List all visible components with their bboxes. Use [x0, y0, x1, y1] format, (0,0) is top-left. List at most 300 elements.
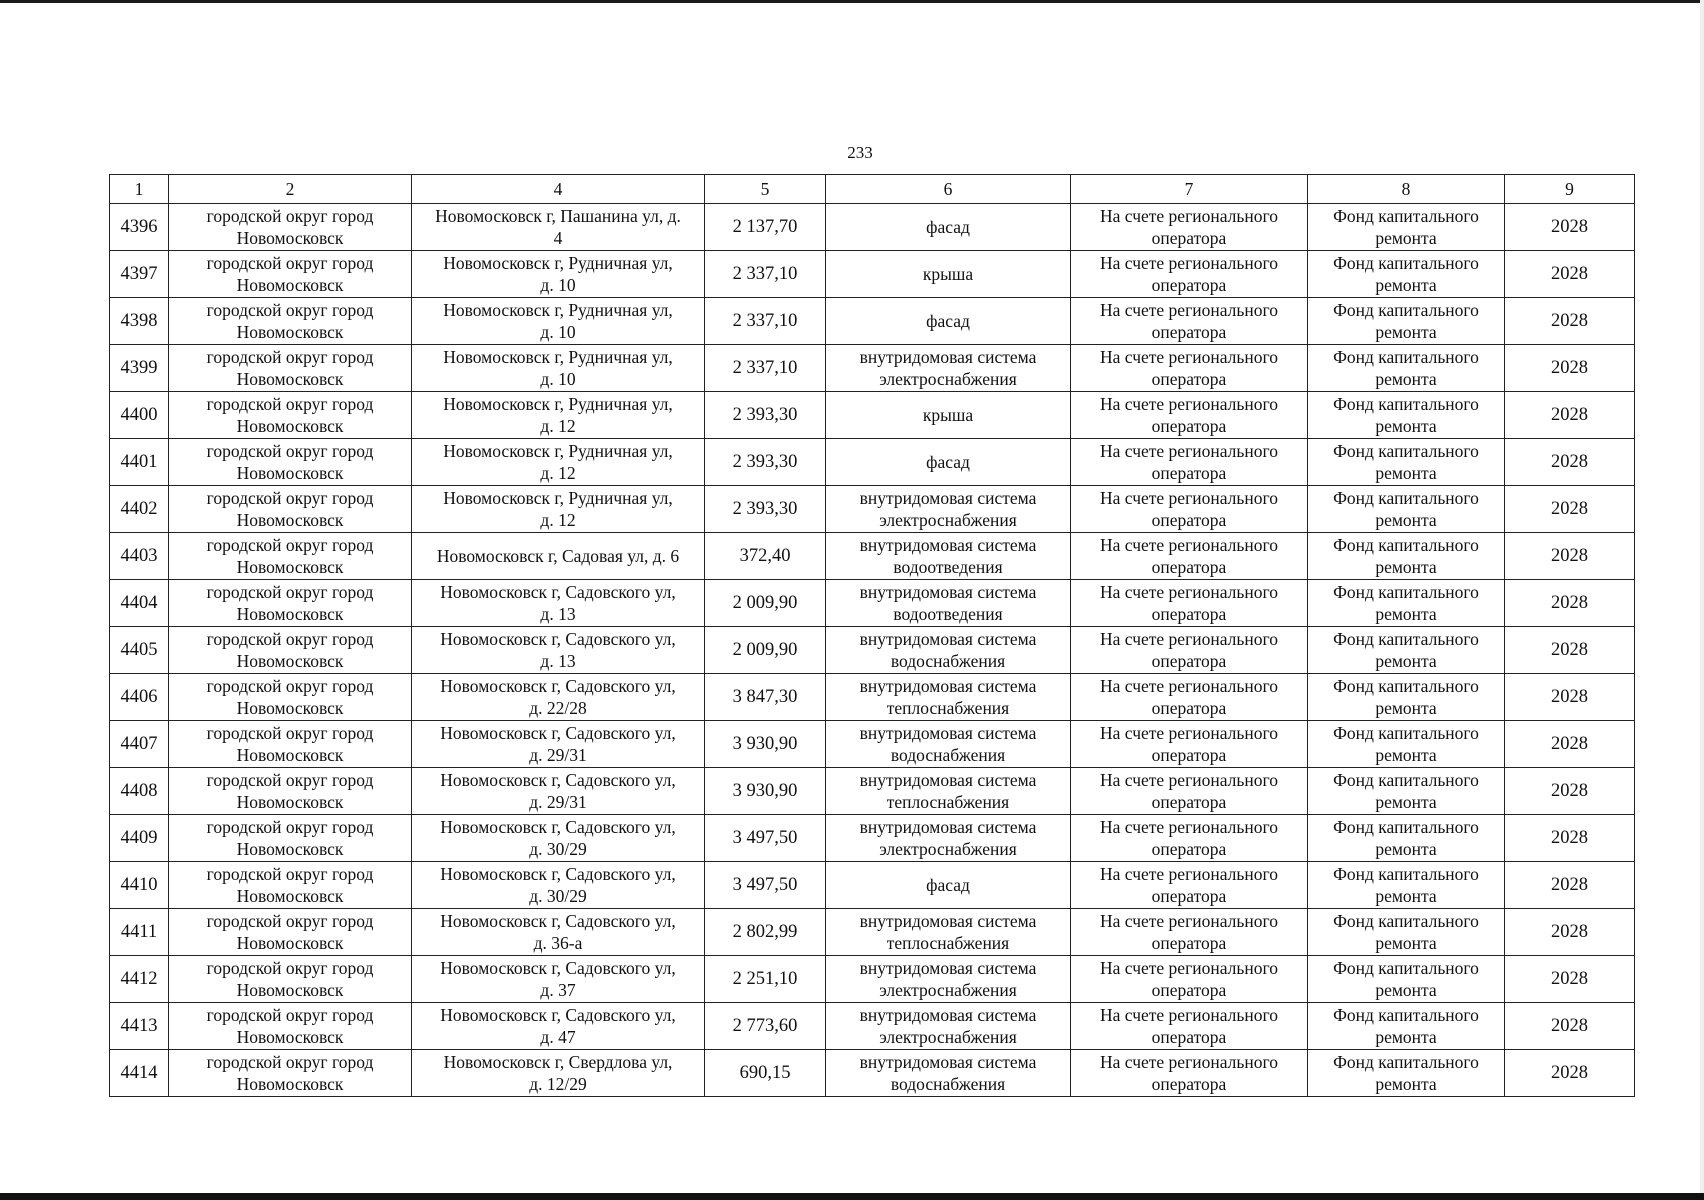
account-cell-text: На счете регионального оператора	[1100, 1005, 1278, 1047]
account-cell-text: На счете регионального оператора	[1100, 347, 1278, 389]
table-row	[110, 768, 1635, 815]
row-number-cell-text: 4397	[120, 264, 158, 284]
work-type-cell	[826, 251, 1071, 298]
municipality-cell-text: городской округ город Новомосковск	[206, 253, 374, 295]
row-number-cell-text: 4410	[120, 875, 158, 895]
funding-source-cell	[1308, 956, 1505, 1003]
funding-source-cell	[1308, 533, 1505, 580]
account-cell	[1071, 956, 1308, 1003]
account-cell	[1071, 204, 1308, 251]
area-cell-text: 2 393,30	[732, 499, 798, 519]
year-cell-text: 2028	[1551, 734, 1588, 754]
account-cell-text: На счете регионального оператора	[1100, 676, 1278, 718]
funding-source-cell	[1308, 298, 1505, 345]
work-type-cell	[826, 768, 1071, 815]
address-cell	[412, 674, 705, 721]
municipality-cell	[169, 439, 412, 486]
address-cell	[412, 345, 705, 392]
funding-source-cell-text: Фонд капитального ремонта	[1333, 582, 1479, 624]
table-row	[110, 533, 1635, 580]
account-cell	[1071, 815, 1308, 862]
row-number-cell	[110, 721, 169, 768]
area-cell	[705, 721, 826, 768]
work-type-cell	[826, 204, 1071, 251]
row-number-cell-text: 4405	[120, 640, 158, 660]
work-type-cell	[826, 721, 1071, 768]
funding-source-cell	[1308, 392, 1505, 439]
funding-source-cell-text: Фонд капитального ремонта	[1333, 1052, 1479, 1094]
table-row	[110, 1050, 1635, 1097]
year-cell	[1505, 345, 1635, 392]
area-cell-text: 690,15	[739, 1063, 791, 1083]
account-cell	[1071, 533, 1308, 580]
account-cell	[1071, 486, 1308, 533]
table-row	[110, 392, 1635, 439]
funding-source-cell-text: Фонд капитального ремонта	[1333, 911, 1479, 953]
area-cell	[705, 392, 826, 439]
funding-source-cell-text: Фонд капитального ремонта	[1333, 347, 1479, 389]
area-cell-text: 2 251,10	[732, 969, 798, 989]
row-number-cell-text: 4412	[120, 969, 158, 989]
funding-source-cell-text: Фонд капитального ремонта	[1333, 723, 1479, 765]
municipality-cell	[169, 815, 412, 862]
work-type-cell	[826, 815, 1071, 862]
municipality-cell	[169, 1003, 412, 1050]
work-type-cell	[826, 674, 1071, 721]
address-cell-text: Новомосковск г, Рудничная ул, д. 10	[443, 347, 673, 389]
year-cell-text: 2028	[1551, 405, 1588, 425]
area-cell	[705, 674, 826, 721]
table-row	[110, 580, 1635, 627]
address-cell	[412, 627, 705, 674]
account-cell	[1071, 439, 1308, 486]
address-cell	[412, 251, 705, 298]
work-type-cell-text: внутридомовая система водоснабжения	[859, 629, 1037, 671]
area-cell	[705, 627, 826, 674]
area-cell	[705, 768, 826, 815]
municipality-cell	[169, 204, 412, 251]
row-number-cell	[110, 909, 169, 956]
area-cell-text: 2 337,10	[732, 358, 798, 378]
account-cell	[1071, 251, 1308, 298]
table-header	[110, 175, 1635, 204]
area-cell	[705, 956, 826, 1003]
funding-source-cell	[1308, 909, 1505, 956]
row-number-cell	[110, 392, 169, 439]
account-cell	[1071, 580, 1308, 627]
row-number-cell-text: 4404	[120, 593, 158, 613]
header-row	[110, 175, 1635, 204]
municipality-cell-text: городской округ город Новомосковск	[206, 1005, 374, 1047]
year-cell	[1505, 721, 1635, 768]
row-number-cell-text: 4399	[120, 358, 158, 378]
municipality-cell	[169, 486, 412, 533]
year-cell	[1505, 580, 1635, 627]
municipality-cell-text: городской округ город Новомосковск	[206, 206, 374, 248]
table-row	[110, 862, 1635, 909]
account-cell	[1071, 909, 1308, 956]
area-cell-text: 3 847,30	[732, 687, 798, 707]
account-cell	[1071, 1050, 1308, 1097]
funding-source-cell	[1308, 1050, 1505, 1097]
header-col-4: 4	[412, 175, 705, 204]
municipality-cell-text: городской округ город Новомосковск	[206, 441, 374, 483]
municipality-cell-text: городской округ город Новомосковск	[206, 958, 374, 1000]
scan-bottom-edge	[0, 1193, 1704, 1200]
area-cell-text: 2 009,90	[732, 593, 798, 613]
work-type-cell-text: внутридомовая система электроснабжения	[859, 347, 1037, 389]
municipality-cell-text: городской округ город Новомосковск	[206, 488, 374, 530]
municipality-cell-text: городской округ город Новомосковск	[206, 864, 374, 906]
area-cell-text: 3 930,90	[732, 734, 798, 754]
row-number-cell	[110, 956, 169, 1003]
work-type-cell-text: внутридомовая система электроснабжения	[859, 1005, 1037, 1047]
work-type-cell-text: внутридомовая система теплоснабжения	[859, 676, 1037, 718]
year-cell-text: 2028	[1551, 640, 1588, 660]
address-cell	[412, 815, 705, 862]
work-type-cell	[826, 1050, 1071, 1097]
address-cell	[412, 1050, 705, 1097]
address-cell-text: Новомосковск г, Садовского ул, д. 36-а	[440, 911, 676, 953]
address-cell	[412, 956, 705, 1003]
year-cell-text: 2028	[1551, 875, 1588, 895]
table-body	[110, 204, 1635, 1097]
table-row	[110, 251, 1635, 298]
table-row	[110, 956, 1635, 1003]
address-cell	[412, 862, 705, 909]
account-cell-text: На счете регионального оператора	[1100, 817, 1278, 859]
year-cell-text: 2028	[1551, 828, 1588, 848]
address-cell-text: Новомосковск г, Садовского ул, д. 22/28	[440, 676, 676, 718]
municipality-cell-text: городской округ город Новомосковск	[206, 911, 374, 953]
funding-source-cell	[1308, 1003, 1505, 1050]
year-cell-text: 2028	[1551, 1016, 1588, 1036]
work-type-cell-text: внутридомовая система электроснабжения	[859, 958, 1037, 1000]
work-type-cell-text: внутридомовая система электроснабжения	[859, 817, 1037, 859]
year-cell	[1505, 204, 1635, 251]
table-row	[110, 674, 1635, 721]
row-number-cell	[110, 674, 169, 721]
municipality-cell	[169, 251, 412, 298]
address-cell	[412, 298, 705, 345]
account-cell-text: На счете регионального оператора	[1100, 629, 1278, 671]
address-cell-text: Новомосковск г, Свердлова ул, д. 12/29	[443, 1052, 673, 1094]
row-number-cell	[110, 533, 169, 580]
year-cell-text: 2028	[1551, 217, 1588, 237]
table-row	[110, 298, 1635, 345]
account-cell-text: На счете регионального оператора	[1100, 723, 1278, 765]
address-cell-text: Новомосковск г, Пашанина ул, д. 4	[435, 206, 681, 248]
funding-source-cell-text: Фонд капитального ремонта	[1333, 676, 1479, 718]
funding-source-cell-text: Фонд капитального ремонта	[1333, 817, 1479, 859]
area-cell	[705, 486, 826, 533]
header-col-7: 7	[1071, 175, 1308, 204]
row-number-cell-text: 4407	[120, 734, 158, 754]
account-cell-text: На счете регионального оператора	[1100, 441, 1278, 483]
funding-source-cell	[1308, 674, 1505, 721]
year-cell	[1505, 1050, 1635, 1097]
row-number-cell	[110, 580, 169, 627]
header-col-8: 8	[1308, 175, 1505, 204]
registry-table	[109, 174, 1635, 1097]
work-type-cell-text: внутридомовая система водоснабжения	[859, 1052, 1037, 1094]
row-number-cell	[110, 862, 169, 909]
account-cell	[1071, 345, 1308, 392]
row-number-cell-text: 4398	[120, 311, 158, 331]
area-cell-text: 372,40	[739, 546, 791, 566]
year-cell	[1505, 674, 1635, 721]
area-cell-text: 3 497,50	[732, 875, 798, 895]
year-cell	[1505, 956, 1635, 1003]
row-number-cell-text: 4409	[120, 828, 158, 848]
work-type-cell	[826, 345, 1071, 392]
address-cell-text: Новомосковск г, Садовского ул, д. 47	[440, 1005, 676, 1047]
area-cell-text: 2 393,30	[732, 405, 798, 425]
area-cell-text: 2 802,99	[732, 922, 798, 942]
address-cell	[412, 1003, 705, 1050]
account-cell-text: На счете регионального оператора	[1100, 1052, 1278, 1094]
municipality-cell	[169, 580, 412, 627]
funding-source-cell-text: Фонд капитального ремонта	[1333, 253, 1479, 295]
funding-source-cell	[1308, 721, 1505, 768]
area-cell-text: 3 930,90	[732, 781, 798, 801]
account-cell-text: На счете регионального оператора	[1100, 958, 1278, 1000]
address-cell	[412, 439, 705, 486]
funding-source-cell	[1308, 486, 1505, 533]
work-type-cell	[826, 1003, 1071, 1050]
row-number-cell-text: 4402	[120, 499, 158, 519]
funding-source-cell	[1308, 627, 1505, 674]
address-cell-text: Новомосковск г, Садовского ул, д. 30/29	[440, 817, 676, 859]
row-number-cell-text: 4414	[120, 1063, 158, 1083]
header-col-2: 2	[169, 175, 412, 204]
work-type-cell	[826, 533, 1071, 580]
work-type-cell	[826, 956, 1071, 1003]
area-cell-text: 2 773,60	[732, 1016, 798, 1036]
address-cell	[412, 580, 705, 627]
account-cell	[1071, 674, 1308, 721]
funding-source-cell-text: Фонд капитального ремонта	[1333, 441, 1479, 483]
funding-source-cell-text: Фонд капитального ремонта	[1333, 206, 1479, 248]
account-cell-text: На счете регионального оператора	[1100, 864, 1278, 906]
municipality-cell-text: городской округ город Новомосковск	[206, 582, 374, 624]
area-cell	[705, 862, 826, 909]
work-type-cell-text: крыша	[922, 264, 974, 284]
table-row	[110, 345, 1635, 392]
funding-source-cell-text: Фонд капитального ремонта	[1333, 535, 1479, 577]
row-number-cell	[110, 1050, 169, 1097]
row-number-cell-text: 4403	[120, 546, 158, 566]
year-cell-text: 2028	[1551, 264, 1588, 284]
funding-source-cell	[1308, 345, 1505, 392]
header-col-6: 6	[826, 175, 1071, 204]
area-cell	[705, 1003, 826, 1050]
row-number-cell-text: 4413	[120, 1016, 158, 1036]
municipality-cell	[169, 721, 412, 768]
address-cell-text: Новомосковск г, Рудничная ул, д. 10	[443, 300, 673, 342]
work-type-cell-text: внутридомовая система водоснабжения	[859, 723, 1037, 765]
funding-source-cell-text: Фонд капитального ремонта	[1333, 1005, 1479, 1047]
municipality-cell-text: городской округ город Новомосковск	[206, 723, 374, 765]
address-cell	[412, 204, 705, 251]
work-type-cell-text: крыша	[922, 405, 974, 425]
year-cell-text: 2028	[1551, 781, 1588, 801]
year-cell	[1505, 533, 1635, 580]
area-cell-text: 3 497,50	[732, 828, 798, 848]
row-number-cell	[110, 768, 169, 815]
account-cell-text: На счете регионального оператора	[1100, 582, 1278, 624]
funding-source-cell	[1308, 251, 1505, 298]
area-cell	[705, 204, 826, 251]
account-cell	[1071, 298, 1308, 345]
address-cell	[412, 721, 705, 768]
address-cell	[412, 533, 705, 580]
row-number-cell	[110, 345, 169, 392]
address-cell-text: Новомосковск г, Рудничная ул, д. 10	[443, 253, 673, 295]
year-cell-text: 2028	[1551, 1063, 1588, 1083]
year-cell-text: 2028	[1551, 311, 1588, 331]
work-type-cell-text: фасад	[926, 311, 970, 331]
account-cell	[1071, 1003, 1308, 1050]
year-cell	[1505, 392, 1635, 439]
area-cell	[705, 439, 826, 486]
funding-source-cell-text: Фонд капитального ремонта	[1333, 394, 1479, 436]
area-cell	[705, 1050, 826, 1097]
scan-right-edge	[1700, 0, 1704, 1200]
row-number-cell	[110, 486, 169, 533]
funding-source-cell-text: Фонд капитального ремонта	[1333, 770, 1479, 812]
year-cell-text: 2028	[1551, 922, 1588, 942]
row-number-cell	[110, 815, 169, 862]
municipality-cell-text: городской округ город Новомосковск	[206, 535, 374, 577]
year-cell	[1505, 627, 1635, 674]
work-type-cell-text: внутридомовая система теплоснабжения	[859, 770, 1037, 812]
municipality-cell-text: городской округ город Новомосковск	[206, 394, 374, 436]
table-row	[110, 815, 1635, 862]
work-type-cell	[826, 909, 1071, 956]
work-type-cell-text: фасад	[926, 452, 970, 472]
work-type-cell-text: внутридомовая система водоотведения	[859, 535, 1037, 577]
year-cell-text: 2028	[1551, 452, 1588, 472]
year-cell	[1505, 298, 1635, 345]
funding-source-cell-text: Фонд капитального ремонта	[1333, 629, 1479, 671]
account-cell-text: На счете регионального оператора	[1100, 253, 1278, 295]
account-cell	[1071, 627, 1308, 674]
table-row	[110, 439, 1635, 486]
year-cell	[1505, 251, 1635, 298]
year-cell-text: 2028	[1551, 593, 1588, 613]
table-row	[110, 721, 1635, 768]
address-cell	[412, 768, 705, 815]
work-type-cell	[826, 486, 1071, 533]
municipality-cell-text: городской округ город Новомосковск	[206, 1052, 374, 1094]
account-cell-text: На счете регионального оператора	[1100, 911, 1278, 953]
account-cell	[1071, 392, 1308, 439]
municipality-cell	[169, 909, 412, 956]
address-cell-text: Новомосковск г, Садовского ул, д. 37	[440, 958, 676, 1000]
funding-source-cell	[1308, 768, 1505, 815]
address-cell-text: Новомосковск г, Садовского ул, д. 30/29	[440, 864, 676, 906]
row-number-cell	[110, 1003, 169, 1050]
year-cell	[1505, 439, 1635, 486]
work-type-cell	[826, 439, 1071, 486]
address-cell-text: Новомосковск г, Садовского ул, д. 13	[440, 629, 676, 671]
municipality-cell-text: городской округ город Новомосковск	[206, 676, 374, 718]
row-number-cell	[110, 204, 169, 251]
row-number-cell	[110, 251, 169, 298]
area-cell	[705, 580, 826, 627]
funding-source-cell	[1308, 204, 1505, 251]
work-type-cell	[826, 627, 1071, 674]
municipality-cell	[169, 627, 412, 674]
year-cell	[1505, 909, 1635, 956]
table-row	[110, 204, 1635, 251]
area-cell-text: 2 137,70	[732, 217, 798, 237]
row-number-cell-text: 4406	[120, 687, 158, 707]
funding-source-cell-text: Фонд капитального ремонта	[1333, 488, 1479, 530]
address-cell-text: Новомосковск г, Рудничная ул, д. 12	[443, 394, 673, 436]
row-number-cell	[110, 298, 169, 345]
header-col-5: 5	[705, 175, 826, 204]
municipality-cell	[169, 1050, 412, 1097]
account-cell	[1071, 721, 1308, 768]
address-cell	[412, 392, 705, 439]
area-cell	[705, 345, 826, 392]
funding-source-cell	[1308, 862, 1505, 909]
municipality-cell-text: городской округ город Новомосковск	[206, 300, 374, 342]
funding-source-cell	[1308, 580, 1505, 627]
work-type-cell-text: внутридомовая система теплоснабжения	[859, 911, 1037, 953]
year-cell	[1505, 815, 1635, 862]
municipality-cell-text: городской округ город Новомосковск	[206, 347, 374, 389]
account-cell-text: На счете регионального оператора	[1100, 206, 1278, 248]
account-cell-text: На счете регионального оператора	[1100, 394, 1278, 436]
address-cell-text: Новомосковск г, Садовского ул, д. 13	[440, 582, 676, 624]
row-number-cell	[110, 627, 169, 674]
work-type-cell-text: внутридомовая система водоотведения	[859, 582, 1037, 624]
table-row	[110, 909, 1635, 956]
area-cell	[705, 815, 826, 862]
municipality-cell	[169, 674, 412, 721]
area-cell	[705, 533, 826, 580]
address-cell-text: Новомосковск г, Садовского ул, д. 29/31	[440, 770, 676, 812]
account-cell-text: На счете регионального оператора	[1100, 300, 1278, 342]
row-number-cell-text: 4411	[120, 922, 158, 942]
row-number-cell-text: 4400	[120, 405, 158, 425]
funding-source-cell-text: Фонд капитального ремонта	[1333, 300, 1479, 342]
scan-top-edge	[0, 0, 1704, 3]
municipality-cell	[169, 862, 412, 909]
year-cell-text: 2028	[1551, 687, 1588, 707]
account-cell-text: На счете регионального оператора	[1100, 535, 1278, 577]
municipality-cell-text: городской округ город Новомосковск	[206, 629, 374, 671]
work-type-cell-text: фасад	[926, 217, 970, 237]
funding-source-cell-text: Фонд капитального ремонта	[1333, 864, 1479, 906]
work-type-cell	[826, 392, 1071, 439]
work-type-cell	[826, 298, 1071, 345]
account-cell-text: На счете регионального оператора	[1100, 770, 1278, 812]
area-cell-text: 2 393,30	[732, 452, 798, 472]
address-cell-text: Новомосковск г, Садовая ул, д. 6	[436, 546, 680, 566]
municipality-cell	[169, 345, 412, 392]
area-cell	[705, 251, 826, 298]
work-type-cell	[826, 862, 1071, 909]
funding-source-cell	[1308, 439, 1505, 486]
year-cell	[1505, 862, 1635, 909]
year-cell	[1505, 1003, 1635, 1050]
header-col-9: 9	[1505, 175, 1635, 204]
area-cell	[705, 909, 826, 956]
